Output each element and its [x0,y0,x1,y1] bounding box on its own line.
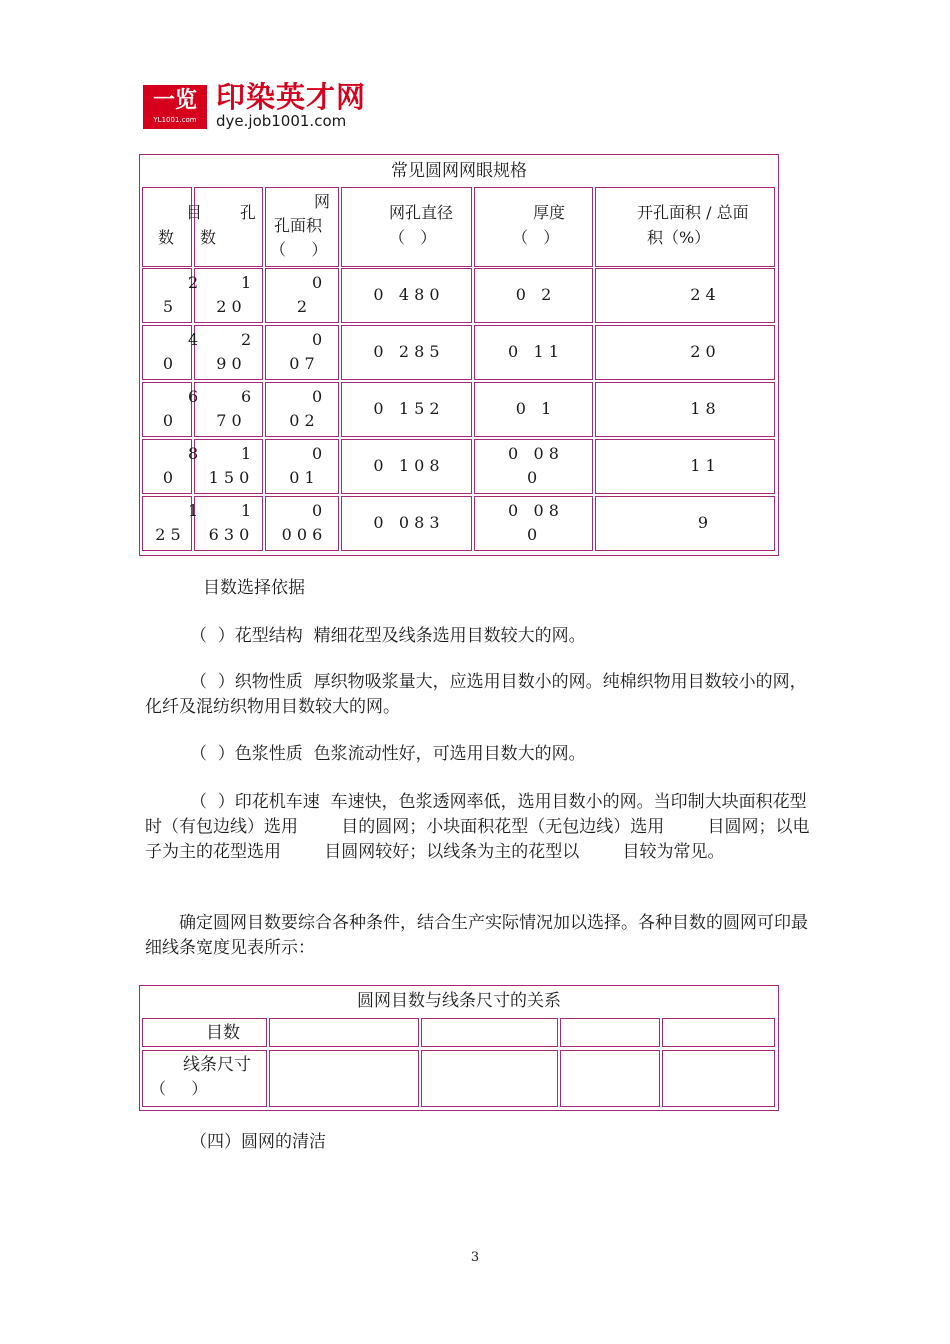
row-2-open-ratio: 2 0 [690,342,716,361]
logo-badge [143,85,207,129]
header-dia-a: 网孔直径 [389,203,454,222]
mesh-spec-table-title: 常见圆网网眼规格 [391,161,527,181]
header-dia-b: （ ） [389,228,437,247]
line-table-r2c2 [269,1050,419,1107]
row-1-area-a: 0 [312,273,323,292]
row-4-thickness-a: 0 0 8 [508,444,559,463]
row-3-holes-b: 7 0 [216,411,242,430]
logo-name: 印染英才网 [216,80,367,114]
header-mesh-a: 目 [186,203,203,222]
row-3-open-ratio: 1 8 [690,399,716,418]
row-5-thickness-b: 0 [527,525,538,544]
paragraph-fabric: （ ）织物性质 厚织物吸浆量大，应选用目数小的网。纯棉织物用目数较小的网，化纤及混纺织物用目数较大的网。 [145,672,807,717]
row-5-area-b: 0 0 6 [281,525,323,544]
line-table-r1c3 [421,1018,558,1047]
row-1-diameter: 0 4 8 0 [373,285,440,304]
row-4-mesh-b: 0 [162,468,174,487]
row-4-mesh-a: 8 [188,444,199,463]
section-4-title: （四）圆网的清洁 [190,1132,326,1152]
row-4-holes-b: 1 5 0 [208,468,250,487]
row-2-mesh-a: 4 [188,330,199,349]
row-1-holes-a: 1 [241,273,252,292]
row-4-diameter: 0 1 0 8 [373,456,440,475]
row-1-mesh-b: 5 [162,297,174,316]
line-table-r2c4 [560,1050,660,1107]
header-mesh-b: 数 [158,228,175,247]
line-table-r1c2 [269,1018,419,1047]
row-5-mesh-b: 2 5 [155,525,181,544]
header-thick-b: （ ） [512,228,560,247]
row-3-mesh-b: 0 [162,411,174,430]
line-table-mesh-label: 目数 [206,1023,240,1043]
row-2-diameter: 0 2 8 5 [373,342,440,361]
line-table-r1c4 [560,1018,660,1047]
paragraph-summary: 确定圆网目数要综合各种条件，结合生产实际情况加以选择。各种目数的圆网可印最细线条宽度见表所示： [145,913,808,958]
paragraph-paste: （ ）色浆性质 色浆流动性好，可选用目数大的网。 [190,744,586,764]
row-2-holes-a: 2 [241,330,252,349]
row-2-area-b: 0 7 [289,354,315,373]
row-2-mesh-b: 0 [162,354,174,373]
row-5-holes-a: 1 [241,501,252,520]
row-3-mesh-a: 6 [188,387,199,406]
row-3-holes-a: 6 [241,387,252,406]
row-5-open-ratio: 9 [697,513,709,532]
line-size-table-title: 圆网目数与线条尺寸的关系 [357,991,561,1011]
line-table-r2c5 [662,1050,775,1107]
row-2-holes-b: 9 0 [216,354,242,373]
row-5-mesh-a: 1 [188,501,199,520]
row-1-holes-b: 2 0 [216,297,242,316]
paragraph-speed: （ ）印花机车速 车速快，色浆透网率低，选用目数小的网。当印制大块面积花型时（有包边线）选用 目的圆网；小块面积花型（无包边线）选用 目圆网；以电子为主的花型选用 目圆网较好；以线条为主的花型以 目较为常见。 [145,792,810,862]
row-5-thickness-a: 0 0 8 [508,501,559,520]
line-table-mesh-label-cell [142,1018,267,1047]
line-table-r1c5 [662,1018,775,1047]
row-5-area-a: 0 [312,501,323,520]
header-holes-a: 孔 [240,203,257,222]
header-open-a: 开孔面积 / 总面 [637,203,749,222]
row-3-area-a: 0 [312,387,323,406]
row-1-area-b: 2 [296,297,308,316]
line-table-r2c3 [421,1050,558,1107]
logo-url: dye.job1001.com [216,112,347,130]
row-5-diameter: 0 0 8 3 [373,513,440,532]
row-4-holes-a: 1 [241,444,252,463]
row-4-area-b: 0 1 [289,468,315,487]
logo-badge-sub: YL1001.com [153,116,197,124]
row-4-thickness-b: 0 [527,468,538,487]
row-1-open-ratio: 2 4 [690,285,716,304]
logo-badge-text: 一览 [152,88,197,113]
row-4-open-ratio: 1 1 [690,456,716,475]
row-2-thickness: 0 1 1 [508,342,559,361]
line-table-size-label: 线条尺寸 [183,1055,251,1075]
paragraph-pattern: （ ）花型结构 精细花型及线条选用目数较大的网。 [190,626,586,646]
row-3-area-b: 0 2 [289,411,315,430]
row-1-thickness: 0 2 [515,285,552,304]
row-4-area-a: 0 [312,444,323,463]
row-2-area-a: 0 [312,330,323,349]
page-number: 3 [470,1250,480,1265]
row-3-diameter: 0 1 5 2 [373,399,440,418]
header-area-a: 网 [314,192,331,211]
header-open-b: 积（%） [647,228,711,247]
line-table-size-unit: （ ） [150,1079,208,1098]
row-1-mesh-a: 2 [188,273,199,292]
header-holes-b: 数 [200,228,217,247]
header-area-b: 孔面积 [274,216,323,235]
section-title: 目数选择依据 [203,578,305,598]
header-thick-a: 厚度 [533,203,566,222]
row-5-holes-b: 6 3 0 [208,525,250,544]
row-3-thickness: 0 1 [515,399,552,418]
header-area-c: （ ） [270,240,328,259]
